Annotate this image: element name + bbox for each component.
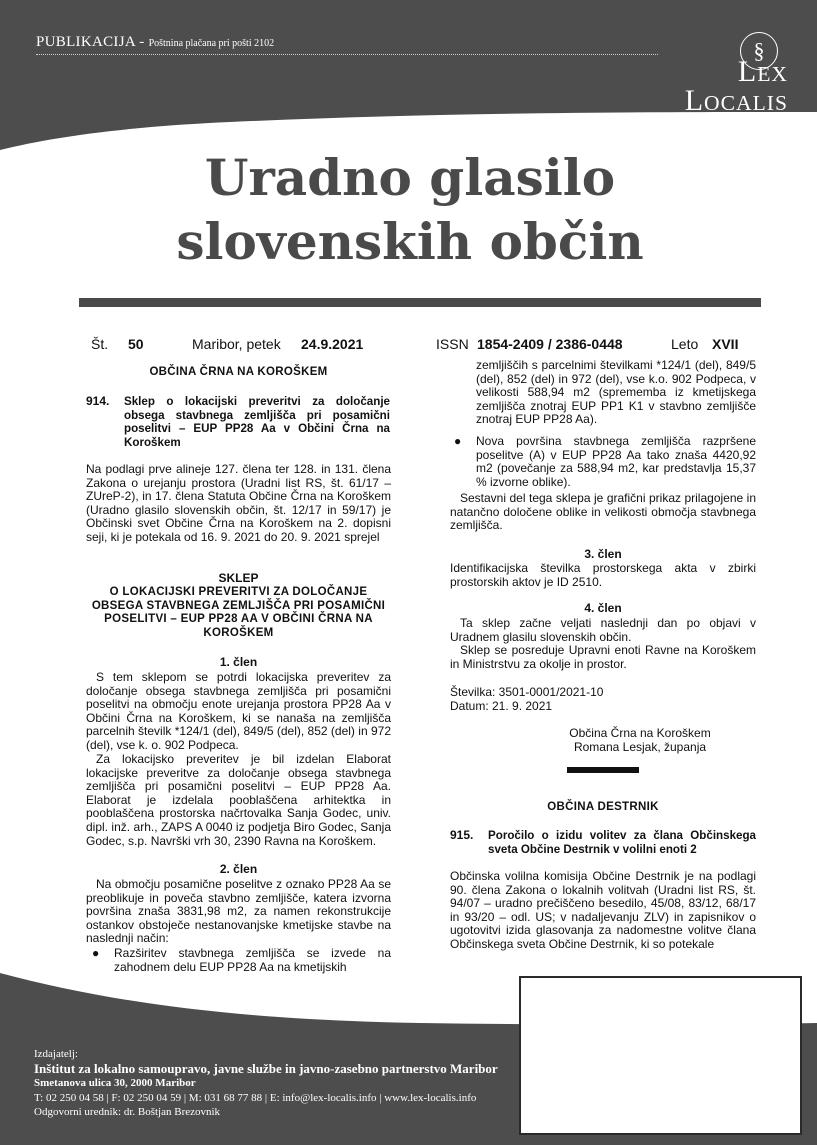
title-line-1: Uradno glasilo xyxy=(204,148,616,207)
item-title: Sklep o lokacijski preveritvi za določanje obsega stavbnega zemljišča pri posamični poselitvi – EUP PP28 Aa v Občini Črna na Koroškem xyxy=(124,395,390,449)
article-3-paragraph: Identifikacijska številka prostorskega akta v zbirki prostorskih aktov je ID 2510. xyxy=(450,561,756,589)
issue-date: 24.9.2021 xyxy=(301,336,364,352)
sklep-subtitle: O LOKACIJSKI PREVERITVI ZA DOLOČANJE OBSEGA STAVBNEGA ZEMLJIŠČA PRI POSAMIČNI POSELITVI – EUP PP28 AA V OBČINI ČRNA NA KOROŠKEM xyxy=(91,586,386,639)
publisher-name: Inštitut za lokalno samoupravo, javne službe in javno-zasebno partnerstvo Maribor xyxy=(34,1060,498,1076)
article-2-paragraph: Na območju posamične poselitve z oznako PP28 Aa se preoblikuje in poveča stavbno zemljišče, katera izvorna površina znaša 3831,98 m2, za namen rekonstrukcije ostankov obstoječe nestanovanjske kmetijske stavbe na naslednji način: xyxy=(86,877,391,946)
blank-box xyxy=(519,976,802,1135)
article-2-heading: 2. člen xyxy=(219,862,258,876)
signature-mayor: Romana Lesjak, županja xyxy=(573,740,707,754)
document-number: Številka: 3501-0001/2021-10 xyxy=(450,685,604,699)
intro-paragraph: Na podlagi prve alineje 127. člena ter 128. in 131. člena Zakona o urejanju prostora (Uradni list RS, št. 61/17 – ZUreP-2), in 17. člena Statuta Občine Črna na Koroškem (Uradno glasilo slovenskih občin, št. 12/17 in 59/17) je Občinski svet Občine Črna na Koroškem na 2. dopisni seji, ki je potekala od 16. 9. 2021 do 20. 9. 2021 sprejel xyxy=(86,462,391,544)
page-title xyxy=(60,146,760,274)
bullet-1-text: Razširitev stavbnega zemljišča se izvede na zahodnem delu EUP PP28 Aa na kmetijskih xyxy=(114,946,391,974)
publisher-address: Smetanova ulica 30, 2000 Maribor xyxy=(34,1077,196,1089)
responsible-editor: Odgovorni urednik: dr. Boštjan Brezovnik xyxy=(34,1106,221,1118)
postage-note: Poštnina plačana pri pošti 2102 xyxy=(148,38,275,49)
publisher-label: Izdajatelj: xyxy=(34,1048,78,1060)
place-day: Maribor, petek xyxy=(192,336,281,352)
continuation-text: zemljiščih s parcelnimi številkami *124/1 (del), 849/5 (del), 852 (del) in 972 (del), vse k.o. 902 Podpeca, v velikosti 588,94 m2 (sprememba iz kmetijskega zemljišča znotraj EUP PP1 K1 v stavbno zemljišče znotraj EUP PP28 Aa). xyxy=(476,358,756,427)
municipality-heading: OBČINA ČRNA NA KOROŠKEM xyxy=(149,366,328,378)
publication-label: PUBLIKACIJA xyxy=(36,34,136,50)
article-4-paragraph-1: Ta sklep začne veljati naslednji dan po objavi v Uradnem glasilu slovenskih občin. xyxy=(450,616,756,644)
article-4-paragraph-2: Sklep se posreduje Upravni enoti Ravne na Koroškem in Ministrstvu za okolje in prostor. xyxy=(450,643,756,671)
title-line-2: slovenskih občin xyxy=(176,212,644,271)
bullet-dot: ● xyxy=(92,946,100,960)
issue-number: 50 xyxy=(128,336,144,352)
graphic-display-paragraph: Sestavni del tega sklepa je grafični prikaz prilagojene in natančno določene oblike in velikosti območja stavbnega zemljišča. xyxy=(450,491,756,533)
document-date: Datum: 21. 9. 2021 xyxy=(450,699,553,713)
municipality-2-heading: OBČINA DESTRNIK xyxy=(547,801,659,813)
article-2-bullet-2 xyxy=(454,435,756,489)
sklep-title: SKLEP xyxy=(218,571,259,585)
article-1-heading: 1. člen xyxy=(219,655,258,669)
bullet-2-text: Nova površina stavbnega zemljišča razpršene poselitve (A) v EUP PP28 Aa tako znaša 4420,92 m2 (povečanje za 588,94 m2, kar predstavlja 15,37 % izvorne oblike). xyxy=(476,434,756,489)
article-3-heading: 3. člen xyxy=(584,547,622,561)
footer-publisher-info xyxy=(34,1047,498,1120)
issn-label: ISSN xyxy=(436,336,469,352)
logo-localis: LOCALIS xyxy=(684,84,788,117)
publisher-contacts: T: 02 250 04 58 | F: 02 250 04 59 | M: 031 68 77 88 | E: info@lex-localis.info | www.lex-localis.info xyxy=(34,1091,477,1104)
publication-line xyxy=(36,33,274,51)
item-number: 914. xyxy=(86,394,110,408)
article-1-paragraph-1: S tem sklepom se potrdi lokacijska preveritev za določanje obsega stavbnega zemljišča pri posamični poselitvi na območju enote urejanja prostora PP28 Aa v Občini Črna na Koroškem, ki se nanaša na zemljišča parcelnih številk *124/1 (del), 849/5 (del), 852 (del) in 972 (del), vse k. o. 902 Podpeca. xyxy=(86,670,391,752)
year-label: Leto xyxy=(671,336,699,352)
publication-separator: - xyxy=(135,34,149,50)
logo-lex: LEX xyxy=(737,55,788,88)
item-2-paragraph: Občinska volilna komisija Občine Destrnik je na podlagi 90. člena Zakona o lokalnih volitvah (Uradni list RS, št. 94/07 – uradno prečiščeno besedilo, 45/08, 83/12, 68/17 in 93/20 – odl. US; v nadaljevanju ZLV) in zapisnikov o ugotovitvi izida glasovanja za nadomestne volitve člana Občinskega sveta Občine Destrnik, ki so potekale xyxy=(450,869,756,951)
bullet-dot: ● xyxy=(454,434,462,448)
item-2-title: Poročilo o izidu volitev za člana Občinskega sveta Občine Destrnik v volilni enoti 2 xyxy=(488,829,756,856)
title-rule xyxy=(79,298,761,307)
issn-value: 1854-2409 / 2386-0448 xyxy=(477,336,623,352)
article-1-paragraph-2: Za lokacijsko preveritev je bil izdelan Elaborat lokacijske preveritve za določanje obsega stavbnega zemljišča pri posamični poselitvi – EUP PP28 Aa. Elaborat je izdelala pooblaščena arhitektka in pooblaščena prostorska načrtovalka Sanja Godec, univ. dipl. inž. arh., ZAPS A 0040 iz podjetja Biro Godec, Sanja Godec, s.p. Navrški vrh 30, 2390 Ravna na Koroškem. xyxy=(86,752,391,848)
item-2-number: 915. xyxy=(450,828,474,842)
signature-municipality: Občina Črna na Koroškem xyxy=(569,726,711,740)
section-separator xyxy=(567,767,639,773)
year-value: XVII xyxy=(712,336,739,352)
article-4-heading: 4. člen xyxy=(584,601,622,615)
paragraph-sign-icon: § xyxy=(740,32,778,70)
issue-number-label: Št. xyxy=(91,336,109,352)
dotted-divider xyxy=(36,54,658,55)
